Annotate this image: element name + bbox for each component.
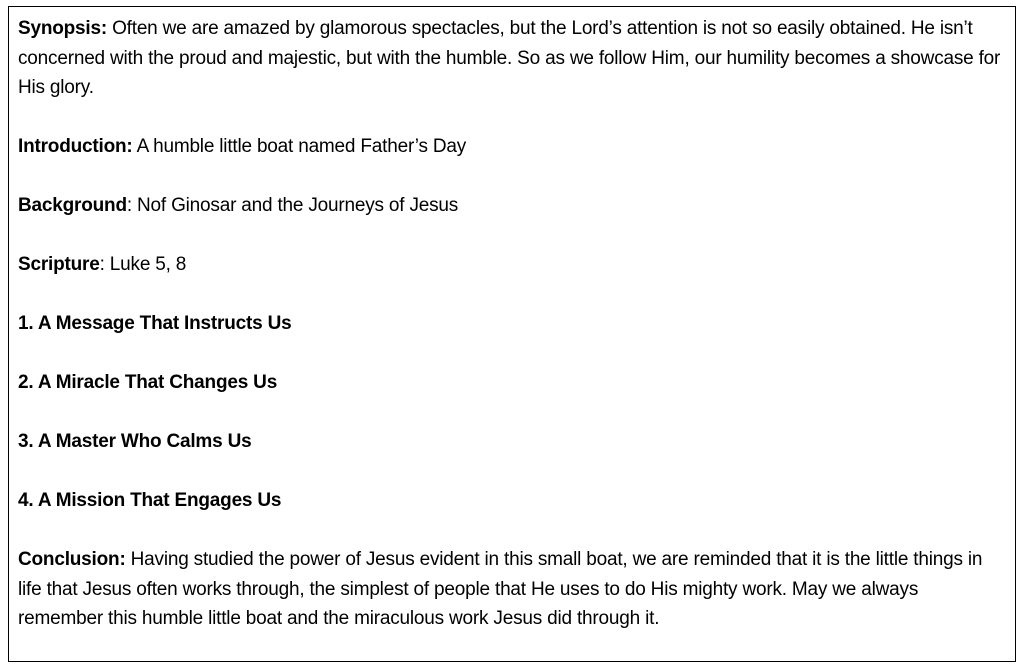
spacer [18, 103, 1006, 133]
introduction-text: A humble little boat named Father’s Day [132, 136, 467, 157]
scripture-text: : Luke 5, 8 [99, 254, 187, 275]
conclusion-label: Conclusion: [18, 549, 126, 570]
spacer [18, 457, 1006, 487]
spacer [18, 221, 1006, 251]
introduction-label: Introduction: [18, 136, 133, 157]
scripture-paragraph [18, 250, 1006, 280]
point-3-heading: 3. A Master Who Calms Us [18, 431, 252, 452]
point-1-heading: 1. A Message That Instructs Us [18, 313, 292, 334]
spacer [18, 162, 1006, 192]
synopsis-label: Synopsis: [18, 18, 107, 39]
background-paragraph [18, 191, 1006, 221]
introduction-paragraph [18, 132, 1006, 162]
spacer [18, 398, 1006, 428]
spacer [18, 339, 1006, 369]
spacer [18, 516, 1006, 546]
conclusion-text: Having studied the power of Jesus evident in this small boat, we are reminded that it is the little things in life that Jesus often works through, the simplest of people that He uses to do His mighty work. May we always remember this humble little boat and the miraculous work Jesus did through it. [18, 549, 983, 629]
synopsis-paragraph [18, 14, 1006, 103]
conclusion-paragraph [18, 545, 1006, 634]
spacer [18, 280, 1006, 310]
point-4-heading: 4. A Mission That Engages Us [18, 490, 282, 511]
synopsis-text: Often we are amazed by glamorous spectacles, but the Lord’s attention is not so easily obtained. He isn’t concerned with the proud and majestic, but with the humble. So as we follow Him, our humility becomes a showcase for His glory. [18, 18, 1001, 98]
scripture-label: Scripture [18, 254, 100, 275]
background-text: : Nof Ginosar and the Journeys of Jesus [126, 195, 459, 216]
point-2-heading: 2. A Miracle That Changes Us [18, 372, 278, 393]
background-label: Background [18, 195, 127, 216]
sermon-outline-box [8, 6, 1016, 662]
